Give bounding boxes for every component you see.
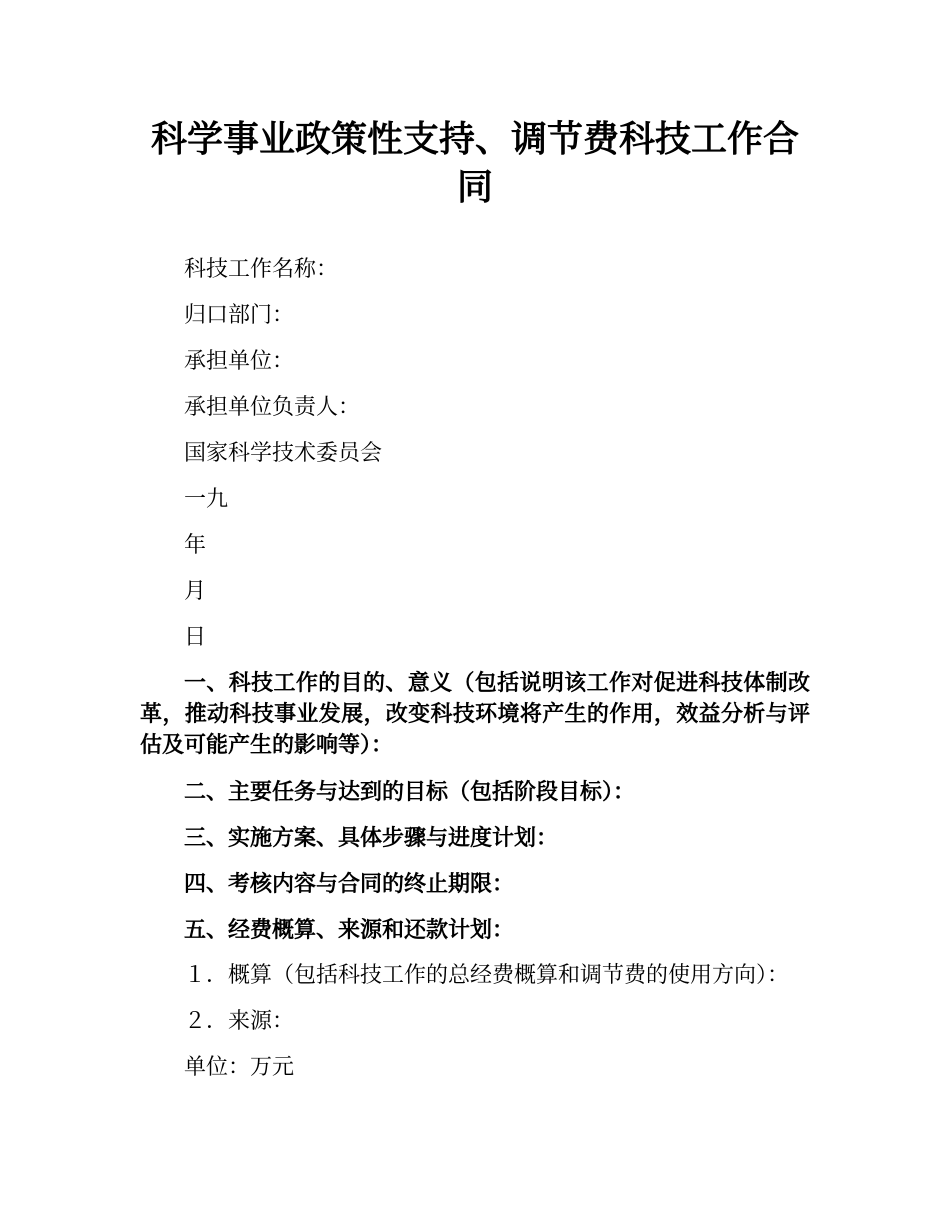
- unit-label: 单位：万元: [184, 1055, 295, 1080]
- date-year-prefix: 一九: [184, 487, 229, 512]
- subitem-funding-source: ２．来源：: [184, 1009, 295, 1034]
- section-2-tasks: 二、主要任务与达到的目标（包括阶段目标）：: [184, 779, 636, 805]
- date-month: 月: [184, 579, 207, 604]
- section-3-plan: 三、实施方案、具体步骤与进度计划：: [184, 825, 559, 851]
- date-year: 年: [184, 533, 207, 558]
- document-body: [140, 247, 810, 1091]
- field-project-name: 科技工作名称：: [184, 257, 339, 282]
- section-4-assessment: 四、考核内容与合同的终止期限：: [184, 871, 515, 897]
- section-1-purpose: 一、科技工作的目的、意义（包括说明该工作对促进科技体制改革，推动科技事业发展，改变科技环境将产生的作用，效益分析与评估及可能产生的影响等）：: [140, 670, 810, 758]
- field-department: 归口部门：: [184, 303, 295, 328]
- field-unit-head: 承担单位负责人：: [184, 395, 361, 420]
- date-day: 日: [184, 625, 207, 650]
- subitem-budget-estimate: １．概算（包括科技工作的总经费概算和调节费的使用方向）：: [184, 963, 790, 988]
- section-5-budget: 五、经费概算、来源和还款计划：: [184, 917, 515, 943]
- field-undertaking-unit: 承担单位：: [184, 349, 295, 374]
- document-title: 科学事业政策性支持、调节费科技工作合同: [150, 119, 799, 208]
- issuing-authority: 国家科学技术委员会: [184, 441, 383, 466]
